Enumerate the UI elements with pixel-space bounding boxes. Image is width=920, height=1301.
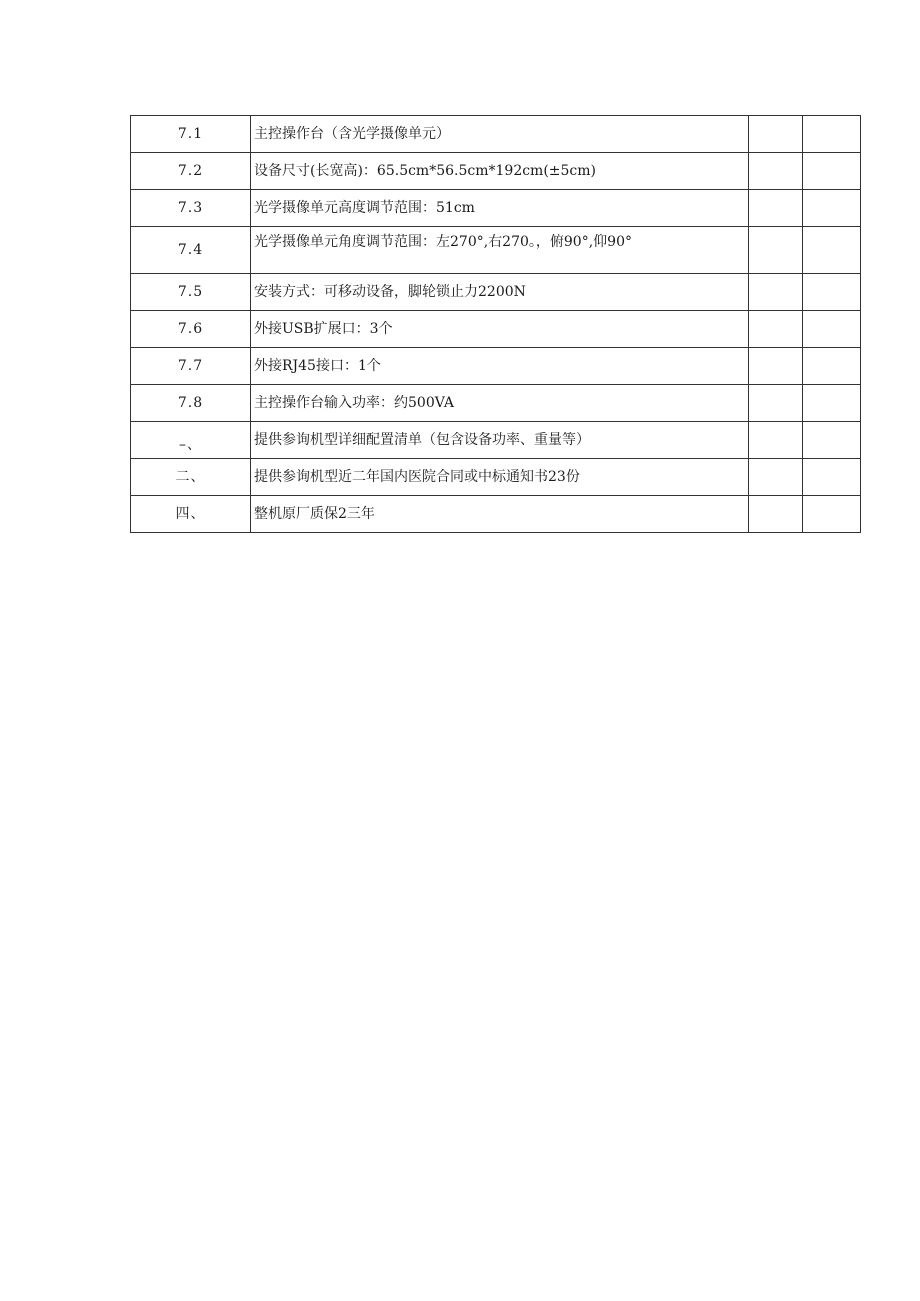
table-row (131, 422, 861, 459)
row-number: 7.8 (131, 385, 251, 422)
row-number: 7.2 (131, 153, 251, 190)
row-number: 7.7 (131, 348, 251, 385)
row-cell-empty (803, 116, 861, 153)
row-cell-empty (749, 274, 803, 311)
table-row (131, 190, 861, 227)
row-description: 光学摄像单元角度调节范围：左270°,右270。，俯90°,仰90° (251, 227, 749, 274)
row-description: 主控操作台输入功率：约500VA (251, 385, 749, 422)
row-description: 提供参询机型近二年国内医院合同或中标通知书23份 (251, 459, 749, 496)
row-cell-empty (749, 116, 803, 153)
table-row (131, 274, 861, 311)
spec-table (130, 115, 861, 533)
row-cell-empty (803, 274, 861, 311)
row-description: 安装方式：可移动设备，脚轮锁止力2200N (251, 274, 749, 311)
row-cell-empty (749, 496, 803, 533)
table-row (131, 311, 861, 348)
row-description: 整机原厂质保2三年 (251, 496, 749, 533)
row-description: 外接RJ45接口：1个 (251, 348, 749, 385)
table-row (131, 459, 861, 496)
row-description: 主控操作台（含光学摄像单元） (251, 116, 749, 153)
row-description: 外接USB扩展口：3个 (251, 311, 749, 348)
row-cell-empty (803, 385, 861, 422)
row-cell-empty (749, 153, 803, 190)
row-cell-empty (803, 459, 861, 496)
row-cell-empty (749, 422, 803, 459)
row-cell-empty (749, 385, 803, 422)
row-number: 7.3 (131, 190, 251, 227)
row-number: 二、 (131, 459, 251, 496)
row-description: 提供参询机型详细配置清单（包含设备功率、重量等） (251, 422, 749, 459)
row-description: 设备尺寸(长宽高)：65.5cm*56.5cm*192cm(±5cm) (251, 153, 749, 190)
row-cell-empty (803, 227, 861, 274)
row-cell-empty (803, 190, 861, 227)
row-number: 7.4 (131, 227, 251, 274)
row-cell-empty (749, 227, 803, 274)
row-cell-empty (803, 422, 861, 459)
row-cell-empty (749, 190, 803, 227)
row-number: 7.6 (131, 311, 251, 348)
table-row (131, 227, 861, 274)
row-cell-empty (803, 153, 861, 190)
table-row (131, 116, 861, 153)
table-row (131, 385, 861, 422)
table-row (131, 153, 861, 190)
row-description: 光学摄像单元高度调节范围：51cm (251, 190, 749, 227)
row-number: 四、 (131, 496, 251, 533)
row-cell-empty (749, 348, 803, 385)
row-cell-empty (803, 311, 861, 348)
row-number: –、 (131, 422, 251, 459)
row-number: 7.5 (131, 274, 251, 311)
row-cell-empty (749, 459, 803, 496)
table-row (131, 496, 861, 533)
row-cell-empty (803, 348, 861, 385)
row-cell-empty (803, 496, 861, 533)
row-number: 7.1 (131, 116, 251, 153)
row-cell-empty (749, 311, 803, 348)
table-row (131, 348, 861, 385)
